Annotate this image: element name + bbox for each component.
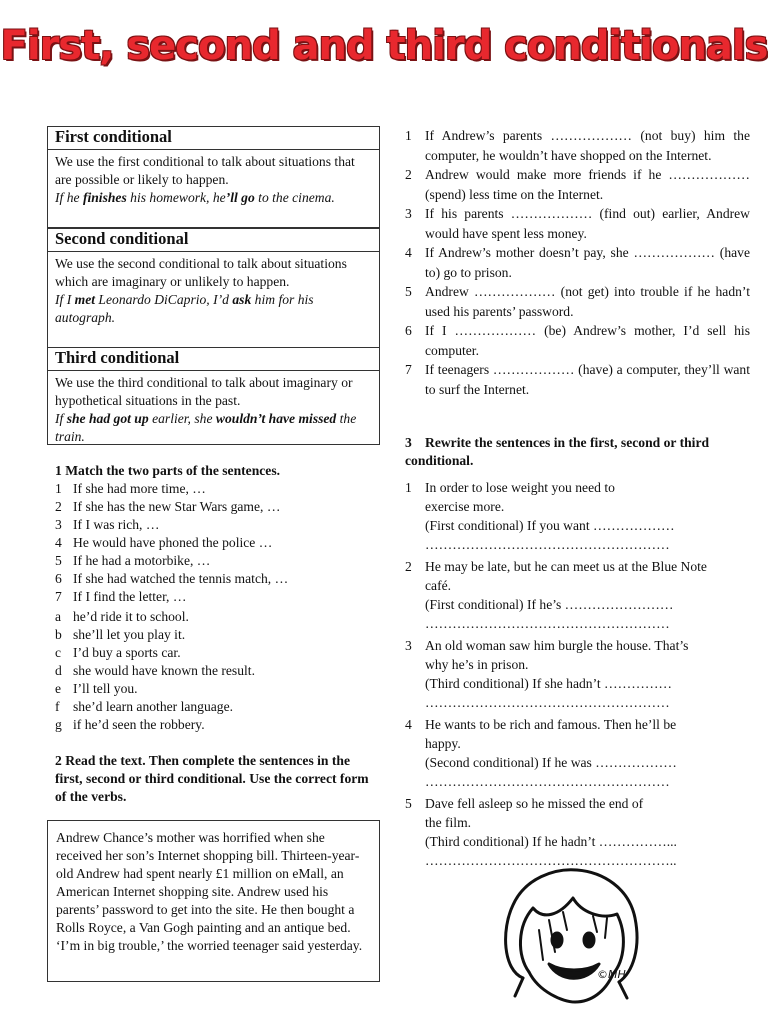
example-part: the train. [55, 410, 357, 444]
list-item [405, 204, 750, 243]
example-part: If he [55, 189, 83, 205]
item-text: If she had more time, … [73, 481, 206, 496]
third-conditional-body [48, 371, 379, 449]
list-item [55, 680, 375, 698]
item-number: 2 [405, 559, 412, 574]
item-text: I’d buy a sports car. [73, 645, 181, 660]
item-line: the film. [425, 815, 472, 830]
item-number: 1 [405, 480, 412, 495]
item-line: He wants to be rich and famous. Then he’ll be [425, 717, 677, 732]
first-conditional-box [47, 126, 380, 228]
example-bold: met [74, 291, 96, 307]
example-part: If [55, 410, 67, 426]
example-part: his homework, he [126, 189, 226, 205]
rewrite-item [405, 715, 750, 791]
item-text: If I find the letter, … [73, 589, 187, 604]
item-number: 5 [405, 284, 412, 299]
answer-line: ……………………………………………… [425, 774, 670, 789]
section1-heading: 1 Match the two parts of the sentences. [55, 463, 281, 478]
item-body [425, 557, 707, 633]
item-line: In order to lose weight you need to [425, 480, 615, 495]
item-text: He would have phoned the police … [73, 535, 273, 550]
item-letter: d [55, 663, 62, 678]
item-text: Andrew would make more friends if he ……………… (spend) less time on the Internet. [425, 167, 750, 202]
item-text: if he’d seen the robbery. [73, 717, 205, 732]
list-item [55, 570, 375, 588]
first-conditional-heading: First conditional [48, 127, 379, 150]
item-number: 1 [405, 128, 412, 143]
list-item [405, 360, 750, 399]
item-line: exercise more. [425, 499, 505, 514]
item-number: 1 [55, 481, 62, 496]
answer-line: ……………………………………………… [425, 695, 670, 710]
list-item [405, 165, 750, 204]
item-body [425, 794, 677, 870]
item-line: An old woman saw him burgle the house. That’s [425, 638, 689, 653]
answer-line: ……………………………………………… [425, 537, 670, 552]
item-line: (Third conditional) If he hadn’t ……………... [425, 834, 677, 849]
section-heading-text: Rewrite the sentences in the first, second or third conditional. [405, 435, 710, 468]
third-conditional-box [47, 347, 380, 445]
item-text: Andrew ……………… (not get) into trouble if he hadn’t used his parents’ password. [425, 284, 750, 319]
item-text: she’ll let you play it. [73, 627, 186, 642]
rewrite-item [405, 557, 750, 633]
item-line: Dave fell asleep so he missed the end of [425, 796, 644, 811]
item-line: happy. [425, 736, 461, 751]
item-number: 6 [405, 323, 412, 338]
rewrite-item [405, 636, 750, 712]
item-text: If Andrew’s mother doesn’t pay, she ……………… (have to) go to prison. [425, 245, 750, 280]
section2-sentence-list [405, 126, 750, 399]
item-text: If she has the new Star Wars game, … [73, 499, 281, 514]
list-item [405, 243, 750, 282]
second-conditional-text: We use the second conditional to talk about situations which are imaginary or unlikely to happen. [55, 255, 347, 289]
item-line: (First conditional) If he’s …………………… [425, 597, 674, 612]
item-letter: e [55, 681, 62, 696]
rewrite-item [405, 794, 750, 870]
first-conditional-text: We use the first conditional to talk about situations that are possible or likely to happen. [55, 153, 355, 187]
item-number: 5 [55, 553, 62, 568]
example-bold: wouldn’t have missed [215, 410, 337, 426]
item-text: If his parents ……………… (find out) earlier, Andrew would have spent less money. [425, 206, 750, 241]
item-line: (First conditional) If you want ……………… [425, 518, 675, 533]
example-bold: ’ll go [225, 189, 255, 205]
signature: ©MH [597, 968, 626, 981]
item-text: I’ll tell you. [73, 681, 138, 696]
second-conditional-heading: Second conditional [48, 229, 379, 252]
example-bold: ask [232, 291, 252, 307]
answer-line: ……………………………………………… [425, 616, 670, 631]
item-number: 3 [405, 638, 412, 653]
third-conditional-heading: Third conditional [48, 348, 379, 371]
item-number: 4 [405, 245, 412, 260]
item-text: If I ……………… (be) Andrew’s mother, I’d sell his computer. [425, 323, 750, 358]
example-part: Leonardo DiCaprio, I’d [95, 291, 233, 307]
item-line: (Third conditional) If she hadn’t …………… [425, 676, 673, 691]
item-body [425, 715, 677, 791]
item-number: 4 [55, 535, 62, 550]
item-body [425, 478, 675, 554]
item-body [425, 636, 688, 712]
item-text: she’d learn another language. [73, 699, 234, 714]
smiling-girl-face-icon [493, 860, 649, 1010]
item-text: If I was rich, … [73, 517, 160, 532]
example-part: If I [55, 291, 75, 307]
item-text: If teenagers ……………… (have) a computer, they’ll want to surf the Internet. [425, 362, 750, 397]
example-bold: finishes [82, 189, 127, 205]
item-letter: c [55, 645, 62, 660]
list-item [55, 608, 375, 626]
list-item [405, 321, 750, 360]
answer-line: ……………………………………………….. [425, 853, 677, 868]
item-text: she would have known the result. [73, 663, 255, 678]
item-letter: g [55, 717, 62, 732]
example-bold: she had got up [66, 410, 149, 426]
item-line: (Second conditional) If he was ……………… [425, 755, 677, 770]
story-text-box: Andrew Chance’s mother was horrified when she received her son’s Internet shopping bill. Thirteen-year-old Andrew had spent nearly £1 million on eMall, an American Internet shopping site. Andrew used his parents’ password to get into the site. He then bought a Rolls Royce, a Van Gogh painting and an antique bed. ‘I’m in big trouble,’ the worried teenager said yesterday. [47, 820, 380, 982]
item-number: 3 [55, 517, 62, 532]
item-line: café. [425, 578, 452, 593]
list-item [55, 516, 375, 534]
item-number: 2 [405, 167, 412, 182]
item-letter: b [55, 627, 62, 642]
item-number: 2 [55, 499, 62, 514]
item-text: he’d ride it to school. [73, 609, 189, 624]
third-conditional-example [55, 410, 372, 446]
section2-heading: 2 Read the text. Then complete the sentences in the first, second or third conditional. Use the correct form of the verbs. [55, 753, 369, 804]
item-number: 7 [405, 362, 412, 377]
list-item [55, 716, 375, 734]
list-item [55, 480, 375, 498]
item-text: If Andrew’s parents ……………… (not buy) him the computer, he wouldn’t have shopped on the Internet. [425, 128, 750, 163]
second-conditional-example [55, 291, 372, 327]
list-item [55, 644, 375, 662]
item-number: 6 [55, 571, 62, 586]
item-number: 5 [405, 796, 412, 811]
list-item [55, 626, 375, 644]
example-part: him for his autograph. [55, 291, 314, 325]
page-title: First, second and third conditionals [0, 23, 768, 69]
list-item [405, 126, 750, 165]
item-text: If he had a motorbike, … [73, 553, 211, 568]
list-item [55, 534, 375, 552]
section-number: 3 [405, 435, 412, 450]
second-conditional-body [48, 252, 379, 330]
item-line: why he’s in prison. [425, 657, 529, 672]
item-number: 3 [405, 206, 412, 221]
list-item [55, 662, 375, 680]
item-text: If she had watched the tennis match, … [73, 571, 289, 586]
list-item [55, 498, 375, 516]
second-conditional-box [47, 228, 380, 348]
item-letter: f [55, 699, 60, 714]
item-number: 4 [405, 717, 412, 732]
item-line: He may be late, but he can meet us at the Blue Note [425, 559, 707, 574]
example-part: to the cinema. [254, 189, 335, 205]
item-number: 7 [55, 589, 62, 604]
list-item [55, 552, 375, 570]
list-item [55, 698, 375, 716]
rewrite-item [405, 478, 750, 554]
first-conditional-example [55, 189, 372, 207]
item-letter: a [55, 609, 62, 624]
example-part: earlier, she [148, 410, 216, 426]
list-item [55, 588, 375, 606]
list-item [405, 282, 750, 321]
third-conditional-text: We use the third conditional to talk about imaginary or hypothetical situations in the past. [55, 374, 353, 408]
first-conditional-body [48, 150, 379, 210]
section1-answer-list [55, 608, 375, 734]
section3-heading [405, 434, 750, 470]
section1-sentence-list [55, 480, 375, 606]
